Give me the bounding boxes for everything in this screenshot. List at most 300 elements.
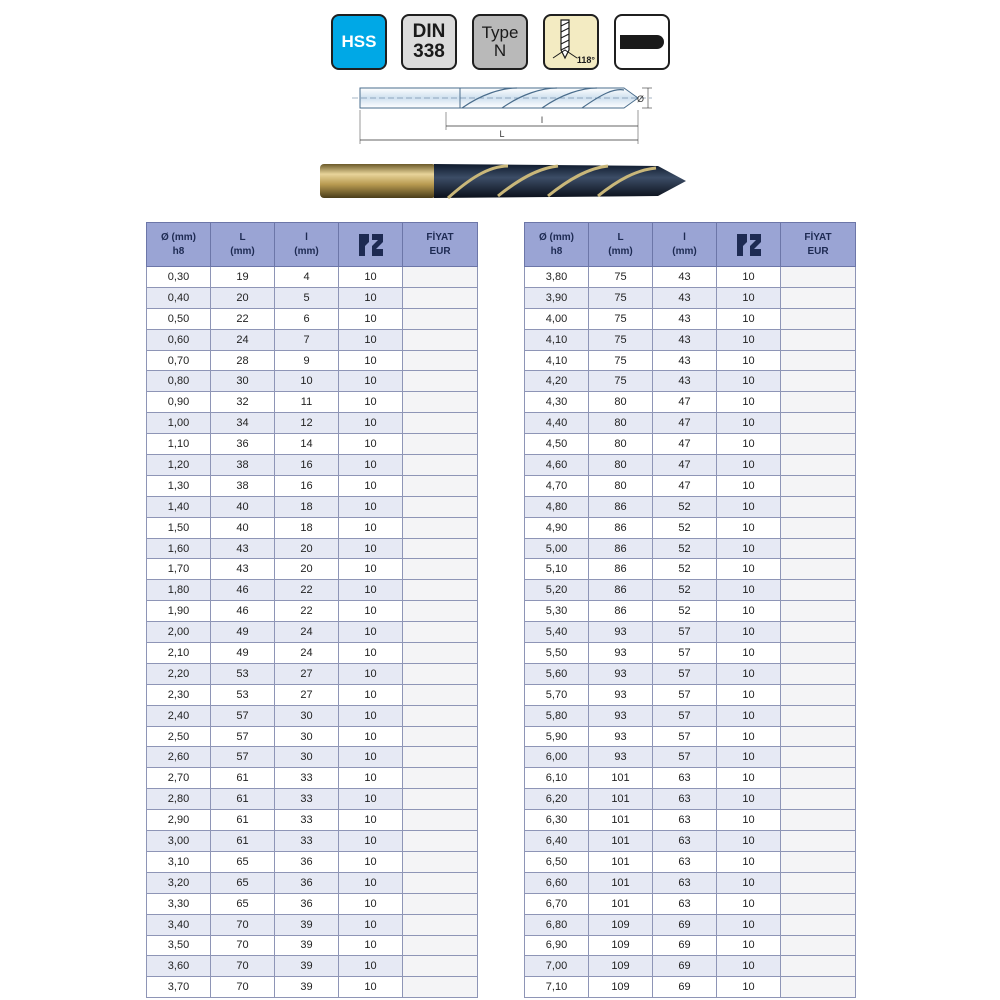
price-cell xyxy=(403,559,478,580)
package-qty-cell: 10 xyxy=(717,538,781,559)
flute-length-cell: 39 xyxy=(275,956,339,977)
price-cell xyxy=(781,893,856,914)
diameter-cell: 5,20 xyxy=(525,580,589,601)
table-row xyxy=(525,601,856,622)
table-row xyxy=(525,831,856,852)
flute-length-cell: 22 xyxy=(275,601,339,622)
diameter-cell: 3,40 xyxy=(147,914,211,935)
point-angle-badge xyxy=(543,14,599,70)
package-qty-cell: 10 xyxy=(717,831,781,852)
table-row xyxy=(147,831,478,852)
table-row xyxy=(525,413,856,434)
total-length-cell: 75 xyxy=(589,308,653,329)
diameter-cell: 6,70 xyxy=(525,893,589,914)
price-cell xyxy=(403,371,478,392)
package-qty-header xyxy=(717,223,781,267)
diameter-cell: 6,40 xyxy=(525,831,589,852)
package-qty-cell: 10 xyxy=(339,872,403,893)
price-cell xyxy=(403,434,478,455)
package-qty-icon xyxy=(734,230,764,260)
diameter-cell: 6,90 xyxy=(525,935,589,956)
flute-length-cell: 27 xyxy=(275,663,339,684)
package-qty-cell: 10 xyxy=(339,434,403,455)
diameter-cell: 2,50 xyxy=(147,726,211,747)
total-length-cell: 93 xyxy=(589,684,653,705)
table-row xyxy=(525,851,856,872)
price-cell xyxy=(403,517,478,538)
total-length-cell: 38 xyxy=(211,475,275,496)
package-qty-cell: 10 xyxy=(717,580,781,601)
package-qty-cell: 10 xyxy=(717,308,781,329)
package-qty-cell: 10 xyxy=(717,851,781,872)
flute-length-cell: 10 xyxy=(275,371,339,392)
diameter-cell: 5,70 xyxy=(525,684,589,705)
table-header-row xyxy=(147,223,478,267)
table-row xyxy=(147,434,478,455)
table-row xyxy=(147,622,478,643)
point-angle-value: 118° xyxy=(576,54,595,65)
diameter-cell: 5,30 xyxy=(525,601,589,622)
table-row xyxy=(525,705,856,726)
flute-length-cell: 57 xyxy=(653,726,717,747)
diameter-cell: 1,70 xyxy=(147,559,211,580)
flute-length-cell: 5 xyxy=(275,287,339,308)
diameter-cell: 5,00 xyxy=(525,538,589,559)
flute-length-cell: 30 xyxy=(275,726,339,747)
package-qty-cell: 10 xyxy=(717,935,781,956)
diameter-cell: 0,60 xyxy=(147,329,211,350)
package-qty-cell: 10 xyxy=(339,935,403,956)
price-cell xyxy=(781,392,856,413)
flute-length-cell: 52 xyxy=(653,601,717,622)
flute-length-cell: 7 xyxy=(275,329,339,350)
total-length-cell: 93 xyxy=(589,705,653,726)
package-qty-cell: 10 xyxy=(339,455,403,476)
table-row xyxy=(525,392,856,413)
price-cell xyxy=(403,851,478,872)
flute-length-cell: 30 xyxy=(275,747,339,768)
flute-length-cell: 47 xyxy=(653,392,717,413)
package-qty-cell: 10 xyxy=(339,287,403,308)
total-length-cell: 46 xyxy=(211,580,275,601)
price-cell xyxy=(781,371,856,392)
table-row xyxy=(147,705,478,726)
diameter-cell: 2,00 xyxy=(147,622,211,643)
package-qty-cell: 10 xyxy=(717,517,781,538)
package-qty-cell: 10 xyxy=(339,831,403,852)
package-qty-cell: 10 xyxy=(717,893,781,914)
table-row xyxy=(525,267,856,288)
total-length-cell: 75 xyxy=(589,287,653,308)
package-qty-cell: 10 xyxy=(717,371,781,392)
package-qty-cell: 10 xyxy=(339,768,403,789)
total-length-cell: 38 xyxy=(211,455,275,476)
price-cell xyxy=(403,267,478,288)
diameter-cell: 6,30 xyxy=(525,810,589,831)
diameter-cell: 4,70 xyxy=(525,475,589,496)
flute-length-cell: 57 xyxy=(653,747,717,768)
total-length-cell: 65 xyxy=(211,851,275,872)
package-qty-cell: 10 xyxy=(339,810,403,831)
diameter-cell: 1,60 xyxy=(147,538,211,559)
diameter-cell: 2,40 xyxy=(147,705,211,726)
flute-length-cell: 63 xyxy=(653,831,717,852)
price-cell xyxy=(781,267,856,288)
table-row xyxy=(147,768,478,789)
package-qty-cell: 10 xyxy=(717,684,781,705)
din-badge xyxy=(401,14,457,70)
flute-length-cell: 43 xyxy=(653,287,717,308)
package-qty-cell: 10 xyxy=(339,601,403,622)
diameter-cell: 5,50 xyxy=(525,643,589,664)
diameter-cell: 3,10 xyxy=(147,851,211,872)
price-cell xyxy=(403,455,478,476)
total-length-cell: 101 xyxy=(589,831,653,852)
table-row xyxy=(525,747,856,768)
flute-length-cell: 20 xyxy=(275,559,339,580)
diameter-cell: 6,10 xyxy=(525,768,589,789)
flute-length-cell: 47 xyxy=(653,455,717,476)
table-row xyxy=(147,287,478,308)
package-qty-cell: 10 xyxy=(339,977,403,998)
diameter-cell: 7,00 xyxy=(525,956,589,977)
flute-length-cell: 9 xyxy=(275,350,339,371)
flute-length-cell: 39 xyxy=(275,977,339,998)
diameter-cell: 3,70 xyxy=(147,977,211,998)
package-qty-cell: 10 xyxy=(339,538,403,559)
diameter-cell: 1,90 xyxy=(147,601,211,622)
package-qty-cell: 10 xyxy=(339,267,403,288)
table-row xyxy=(147,977,478,998)
total-length-cell: 86 xyxy=(589,538,653,559)
package-qty-cell: 10 xyxy=(717,287,781,308)
table-row xyxy=(525,580,856,601)
diameter-cell: 2,20 xyxy=(147,663,211,684)
hss-label: HSS xyxy=(341,32,377,52)
table-row xyxy=(147,559,478,580)
total-length-cell: 75 xyxy=(589,371,653,392)
price-cell xyxy=(781,663,856,684)
type-badge xyxy=(472,14,528,70)
flute-length-cell: 52 xyxy=(653,517,717,538)
package-qty-cell: 10 xyxy=(339,705,403,726)
price-cell xyxy=(781,622,856,643)
package-qty-cell: 10 xyxy=(717,872,781,893)
flute-length-cell: 30 xyxy=(275,705,339,726)
flute-length-cell: 52 xyxy=(653,559,717,580)
price-cell xyxy=(781,496,856,517)
package-qty-cell: 10 xyxy=(717,705,781,726)
package-qty-cell: 10 xyxy=(717,413,781,434)
diameter-cell: 0,80 xyxy=(147,371,211,392)
total-length-cell: 40 xyxy=(211,517,275,538)
flute-length-cell: 63 xyxy=(653,810,717,831)
total-length-cell: 30 xyxy=(211,371,275,392)
diameter-cell: 0,30 xyxy=(147,267,211,288)
total-length-cell: 65 xyxy=(211,893,275,914)
flute-length-header: l (mm) xyxy=(275,223,339,267)
table-row xyxy=(147,601,478,622)
total-length-cell: 61 xyxy=(211,768,275,789)
flute-length-cell: 47 xyxy=(653,434,717,455)
flute-length-cell: 18 xyxy=(275,517,339,538)
table-row xyxy=(147,684,478,705)
package-qty-cell: 10 xyxy=(717,663,781,684)
price-cell xyxy=(781,956,856,977)
table-row xyxy=(525,434,856,455)
price-cell xyxy=(403,768,478,789)
table-row xyxy=(525,643,856,664)
table-row xyxy=(525,977,856,998)
flute-length-cell: 69 xyxy=(653,935,717,956)
total-length-cell: 86 xyxy=(589,517,653,538)
flute-length-cell: 52 xyxy=(653,580,717,601)
price-header: FİYAT EUR xyxy=(403,223,478,267)
price-cell xyxy=(403,684,478,705)
total-length-cell: 40 xyxy=(211,496,275,517)
package-qty-cell: 10 xyxy=(717,329,781,350)
price-cell xyxy=(781,726,856,747)
flute-length-cell: 57 xyxy=(653,622,717,643)
type-value: N xyxy=(493,41,507,60)
total-length-cell: 57 xyxy=(211,705,275,726)
table-row xyxy=(525,663,856,684)
total-length-cell: 101 xyxy=(589,768,653,789)
total-length-cell: 70 xyxy=(211,914,275,935)
diameter-cell: 6,00 xyxy=(525,747,589,768)
table-row xyxy=(147,914,478,935)
package-qty-cell: 10 xyxy=(339,747,403,768)
total-length-cell: 86 xyxy=(589,601,653,622)
total-length-cell: 43 xyxy=(211,538,275,559)
price-cell xyxy=(781,643,856,664)
total-length-cell: 53 xyxy=(211,663,275,684)
diameter-cell: 4,60 xyxy=(525,455,589,476)
price-cell xyxy=(781,768,856,789)
diameter-cell: 4,40 xyxy=(525,413,589,434)
table-row xyxy=(525,559,856,580)
diameter-cell: 5,40 xyxy=(525,622,589,643)
diameter-cell: 3,00 xyxy=(147,831,211,852)
total-length-cell: 22 xyxy=(211,308,275,329)
diameter-cell: 5,80 xyxy=(525,705,589,726)
total-length-cell: 109 xyxy=(589,914,653,935)
flute-length-cell: 69 xyxy=(653,977,717,998)
total-length-cell: 101 xyxy=(589,872,653,893)
package-qty-cell: 10 xyxy=(717,914,781,935)
flute-length-cell: 43 xyxy=(653,267,717,288)
price-cell xyxy=(403,789,478,810)
total-length-label: L xyxy=(499,129,505,139)
flute-length-cell: 63 xyxy=(653,851,717,872)
price-cell xyxy=(403,538,478,559)
package-qty-header xyxy=(339,223,403,267)
table-row xyxy=(147,517,478,538)
price-cell xyxy=(781,517,856,538)
diameter-cell: 5,60 xyxy=(525,663,589,684)
table-row xyxy=(525,622,856,643)
package-qty-cell: 10 xyxy=(339,308,403,329)
package-qty-cell: 10 xyxy=(717,601,781,622)
flute-length-cell: 33 xyxy=(275,768,339,789)
table-row xyxy=(525,350,856,371)
flute-length-cell: 36 xyxy=(275,872,339,893)
total-length-cell: 75 xyxy=(589,350,653,371)
flute-length-cell: 47 xyxy=(653,413,717,434)
straight-shank-icon xyxy=(620,35,664,49)
package-qty-cell: 10 xyxy=(339,663,403,684)
flute-length-cell: 4 xyxy=(275,267,339,288)
price-cell xyxy=(781,287,856,308)
total-length-cell: 61 xyxy=(211,831,275,852)
diameter-cell: 6,20 xyxy=(525,789,589,810)
total-length-cell: 57 xyxy=(211,726,275,747)
diameter-cell: 3,50 xyxy=(147,935,211,956)
flute-length-cell: 24 xyxy=(275,622,339,643)
table-row xyxy=(147,538,478,559)
diameter-symbol: Ø xyxy=(636,94,644,104)
flute-length-cell: 27 xyxy=(275,684,339,705)
table-row xyxy=(147,329,478,350)
table-row xyxy=(525,810,856,831)
table-row xyxy=(147,726,478,747)
flute-length-cell: 43 xyxy=(653,308,717,329)
total-length-cell: 19 xyxy=(211,267,275,288)
price-cell xyxy=(781,872,856,893)
table-row xyxy=(525,935,856,956)
table-row xyxy=(147,475,478,496)
table-row xyxy=(147,392,478,413)
total-length-cell: 70 xyxy=(211,956,275,977)
total-length-cell: 75 xyxy=(589,267,653,288)
price-cell xyxy=(403,747,478,768)
price-cell xyxy=(403,392,478,413)
package-qty-cell: 10 xyxy=(339,496,403,517)
package-qty-cell: 10 xyxy=(339,559,403,580)
total-length-cell: 109 xyxy=(589,977,653,998)
diameter-cell: 1,10 xyxy=(147,434,211,455)
table-row xyxy=(525,329,856,350)
package-qty-cell: 10 xyxy=(717,643,781,664)
table-row xyxy=(525,287,856,308)
diameter-cell: 6,60 xyxy=(525,872,589,893)
total-length-cell: 57 xyxy=(211,747,275,768)
total-length-cell: 93 xyxy=(589,622,653,643)
package-qty-cell: 10 xyxy=(339,329,403,350)
price-cell xyxy=(403,977,478,998)
flute-length-cell: 43 xyxy=(653,350,717,371)
diameter-cell: 2,70 xyxy=(147,768,211,789)
diameter-header: Ø (mm) h8 xyxy=(147,223,211,267)
flute-length-cell: 33 xyxy=(275,789,339,810)
package-qty-cell: 10 xyxy=(339,392,403,413)
diameter-cell: 2,30 xyxy=(147,684,211,705)
table-row xyxy=(147,663,478,684)
flute-length-cell: 63 xyxy=(653,789,717,810)
total-length-cell: 61 xyxy=(211,810,275,831)
flute-length-cell: 36 xyxy=(275,851,339,872)
price-cell xyxy=(781,308,856,329)
flute-length-cell: 39 xyxy=(275,914,339,935)
price-header: FİYAT EUR xyxy=(781,223,856,267)
package-qty-cell: 10 xyxy=(339,350,403,371)
diameter-cell: 4,80 xyxy=(525,496,589,517)
table-row xyxy=(147,893,478,914)
price-cell xyxy=(781,831,856,852)
total-length-cell: 101 xyxy=(589,851,653,872)
table-row xyxy=(147,956,478,977)
package-qty-cell: 10 xyxy=(339,475,403,496)
flute-length-cell: 12 xyxy=(275,413,339,434)
package-qty-cell: 10 xyxy=(339,684,403,705)
package-qty-cell: 10 xyxy=(339,726,403,747)
din-label: DIN xyxy=(412,21,446,43)
price-cell xyxy=(781,329,856,350)
total-length-cell: 61 xyxy=(211,789,275,810)
price-cell xyxy=(403,496,478,517)
table-row xyxy=(147,371,478,392)
flute-length-cell: 20 xyxy=(275,538,339,559)
package-qty-cell: 10 xyxy=(717,789,781,810)
total-length-cell: 86 xyxy=(589,496,653,517)
total-length-cell: 86 xyxy=(589,580,653,601)
diameter-cell: 6,50 xyxy=(525,851,589,872)
total-length-cell: 109 xyxy=(589,935,653,956)
table-header-row xyxy=(525,223,856,267)
flute-length-cell: 63 xyxy=(653,893,717,914)
price-cell xyxy=(781,914,856,935)
package-qty-cell: 10 xyxy=(339,643,403,664)
flute-length-cell: 43 xyxy=(653,329,717,350)
table-row xyxy=(525,914,856,935)
total-length-cell: 101 xyxy=(589,789,653,810)
feature-badges xyxy=(331,14,673,74)
package-qty-cell: 10 xyxy=(339,914,403,935)
table-row xyxy=(525,455,856,476)
price-cell xyxy=(403,643,478,664)
flute-length-cell: 24 xyxy=(275,643,339,664)
flute-length-cell: 22 xyxy=(275,580,339,601)
package-qty-cell: 10 xyxy=(717,455,781,476)
flute-length-cell: 39 xyxy=(275,935,339,956)
flute-length-cell: 33 xyxy=(275,831,339,852)
price-cell xyxy=(403,287,478,308)
diameter-header: Ø (mm) h8 xyxy=(525,223,589,267)
table-row xyxy=(525,517,856,538)
total-length-cell: 101 xyxy=(589,810,653,831)
diameter-cell: 4,20 xyxy=(525,371,589,392)
diameter-cell: 1,30 xyxy=(147,475,211,496)
diameter-cell: 4,30 xyxy=(525,392,589,413)
price-cell xyxy=(403,475,478,496)
flute-length-cell: 57 xyxy=(653,705,717,726)
price-cell xyxy=(403,601,478,622)
diameter-cell: 1,00 xyxy=(147,413,211,434)
diameter-cell: 1,40 xyxy=(147,496,211,517)
total-length-cell: 28 xyxy=(211,350,275,371)
price-cell xyxy=(403,893,478,914)
table-row xyxy=(525,789,856,810)
table-row xyxy=(525,496,856,517)
price-cell xyxy=(403,413,478,434)
price-cell xyxy=(403,914,478,935)
package-qty-cell: 10 xyxy=(717,475,781,496)
price-cell xyxy=(781,538,856,559)
total-length-cell: 80 xyxy=(589,413,653,434)
package-qty-cell: 10 xyxy=(339,956,403,977)
total-length-cell: 65 xyxy=(211,872,275,893)
total-length-cell: 93 xyxy=(589,747,653,768)
